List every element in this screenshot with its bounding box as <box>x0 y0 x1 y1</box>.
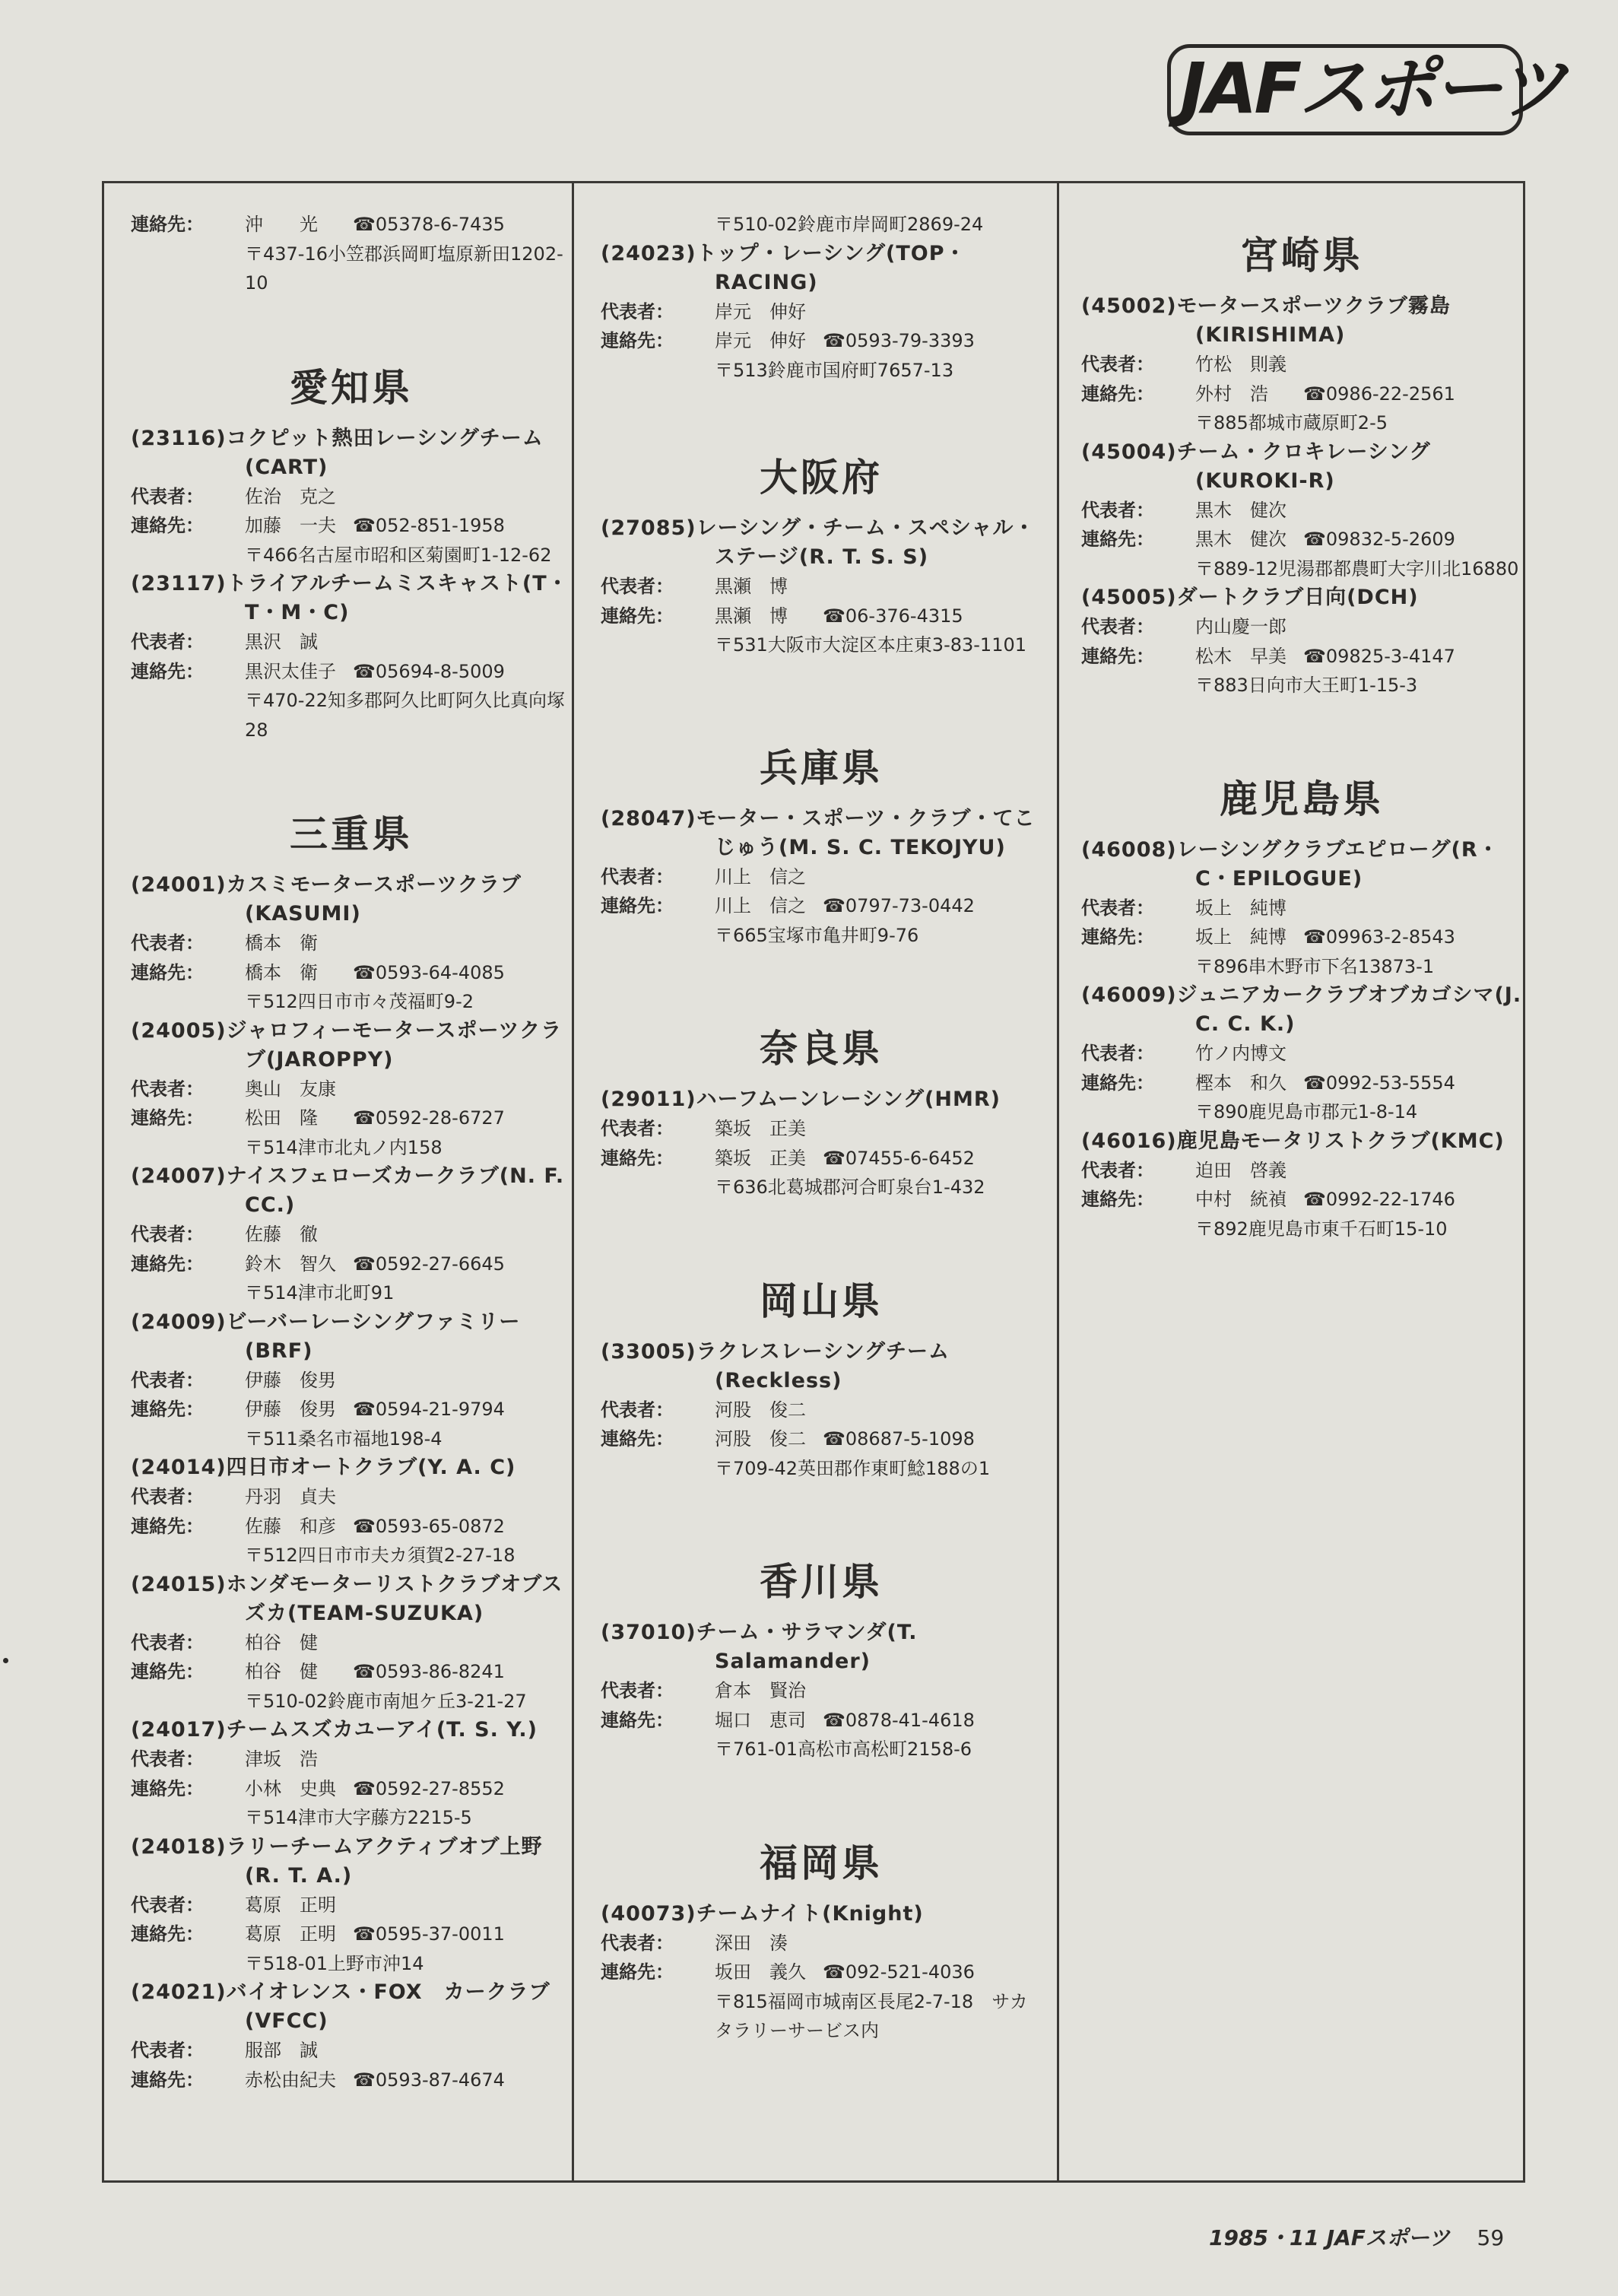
club-address: 〒512四日市市々茂福町9-2 <box>245 991 474 1012</box>
row-label: 連絡先： <box>131 1923 204 1945</box>
club-name: (46009)ジュニアカークラブオブカゴシマ(J. C. C. K.) <box>1081 983 1522 1036</box>
contact-row <box>1081 923 1522 952</box>
row-label: 代表者： <box>601 1932 674 1954</box>
club-name: (24018)ラリーチームアクティブオブ上野(R. T. A.) <box>131 1834 543 1888</box>
club-name: (45005)ダートクラブ日向(DCH) <box>1081 586 1419 609</box>
club-address: 〒890鹿児島市郡元1-8-14 <box>1195 1101 1418 1123</box>
representative-row <box>131 1745 572 1774</box>
row-label: 連絡先： <box>131 1661 204 1682</box>
row-label: 代表者： <box>601 1680 674 1701</box>
club-address: 〒470-22知多郡阿久比町阿久比真向塚 <box>245 690 566 711</box>
club-name: (24015)ホンダモーターリストクラブオブスズカ(TEAM-SUZUKA) <box>131 1572 563 1625</box>
person-name: 河股 俊二 <box>715 1428 806 1450</box>
club-address: 〒437-16小笠郡浜岡町塩原新田1202- <box>245 243 563 265</box>
person-name: 岸元 伸好 <box>715 300 806 322</box>
person-name: 迫田 啓義 <box>1195 1159 1286 1181</box>
contact-row <box>601 326 1042 356</box>
contact-row <box>131 210 572 240</box>
row-label: 代表者： <box>1081 354 1154 375</box>
page-number: 59 <box>1477 2225 1505 2250</box>
club-address: 〒513鈴鹿市国府町7657-13 <box>715 359 954 381</box>
contact-row <box>1081 1069 1522 1098</box>
person-name: 河股 俊二 <box>715 1399 806 1421</box>
person-name: 築坂 正美 <box>715 1118 806 1139</box>
club-address: 〒896串木野市下名13873-1 <box>1195 955 1435 977</box>
row-label: 連絡先： <box>1081 645 1154 667</box>
person-name: 佐藤 徹 <box>245 1224 318 1245</box>
representative-row <box>601 297 1042 327</box>
representative-row <box>601 1396 1042 1425</box>
club-name: (23116)コクピット熱田レーシングチーム(CART) <box>131 426 544 479</box>
club-address: 〒883日向市大王町1-15-3 <box>1195 675 1418 696</box>
phone-number: ☎0992-53-5554 <box>1303 1072 1455 1094</box>
contact-row <box>601 1706 1042 1735</box>
row-label: 代表者： <box>131 485 204 507</box>
prefecture-heading: 香川県 <box>760 1560 883 1604</box>
person-name: 樫本 和久 <box>1195 1072 1286 1094</box>
prefecture-heading: 宮崎県 <box>1240 233 1363 278</box>
club-name: (23117)トライアルチームミスキャスト(T・T・M・C) <box>131 572 569 624</box>
club-name: (24001)カスミモータースポーツクラブ(KASUMI) <box>131 873 522 926</box>
person-name: 黒沢 誠 <box>245 631 318 653</box>
person-name: 葛原 正明 <box>245 1923 336 1945</box>
club-name: (37010)チーム・サラマンダ(T. Salamander) <box>601 1621 918 1673</box>
phone-number: ☎0592-27-8552 <box>353 1777 505 1799</box>
club-address: 〒815福岡市城南区長尾2-7-18 サカ <box>715 1990 1028 2012</box>
representative-row <box>1081 1156 1522 1186</box>
row-label: 連絡先： <box>131 1515 204 1537</box>
club-name: (24017)チームスズカユーアイ(T. S. Y.) <box>131 1718 538 1742</box>
row-label: 代表者： <box>131 2040 204 2061</box>
person-name: 竹ノ内博文 <box>1195 1043 1286 1064</box>
row-label: 連絡先： <box>601 895 674 916</box>
person-name: 竹松 則義 <box>1195 354 1286 375</box>
row-label: 代表者： <box>131 1486 204 1507</box>
phone-number: ☎0592-28-6727 <box>353 1107 505 1129</box>
person-name: 伊藤 俊男 <box>245 1399 336 1420</box>
row-label: 代表者： <box>1081 1159 1154 1181</box>
person-name: 柏谷 健 <box>245 1631 318 1653</box>
person-name: 川上 信之 <box>715 895 806 916</box>
club-name: (45004)チーム・クロキレーシング(KUROKI-R) <box>1081 440 1431 493</box>
phone-number: ☎09825-3-4147 <box>1303 645 1455 667</box>
representative-row <box>131 1482 572 1512</box>
row-label: 代表者： <box>601 576 674 597</box>
representative-row <box>131 482 572 512</box>
column-divider <box>1057 181 1059 2183</box>
contact-row <box>131 1774 572 1804</box>
prefecture-heading: 奈良県 <box>760 1027 883 1071</box>
person-name: 沖 光 <box>245 214 318 235</box>
club-address: 10 <box>245 272 268 294</box>
contact-row <box>601 891 1042 921</box>
person-name: 倉本 賢治 <box>715 1680 806 1701</box>
prefecture-heading: 愛知県 <box>290 365 413 410</box>
club-name: (24014)四日市オートクラブ(Y. A. C) <box>131 1456 516 1479</box>
prefecture-heading: 兵庫県 <box>760 745 883 790</box>
representative-row <box>601 572 1042 602</box>
page-footer <box>1209 2221 1504 2252</box>
prefecture-heading: 大阪府 <box>760 456 883 500</box>
row-label: 連絡先： <box>1081 383 1154 405</box>
person-name: 丹羽 貞夫 <box>245 1486 336 1507</box>
contact-row <box>131 1512 572 1542</box>
representative-row <box>1081 612 1522 642</box>
row-label: 連絡先： <box>601 1709 674 1731</box>
row-label: 代表者： <box>1081 1043 1154 1064</box>
phone-number: ☎0593-65-0872 <box>353 1515 505 1537</box>
logo-text: JAFスポーツ <box>1180 48 1564 129</box>
person-name: 小林 史典 <box>245 1777 336 1799</box>
person-name: 岸元 伸好 <box>715 330 806 351</box>
row-label: 連絡先： <box>1081 529 1154 550</box>
contact-row <box>1081 379 1522 409</box>
person-name: 中村 統禎 <box>1195 1189 1286 1210</box>
row-label: 連絡先： <box>131 660 204 682</box>
club-address: 〒892鹿児島市東千石町15-10 <box>1195 1218 1448 1240</box>
representative-row <box>131 1220 572 1250</box>
prefecture-heading: 三重県 <box>290 812 413 856</box>
phone-number: ☎0878-41-4618 <box>823 1709 975 1731</box>
club-name: (29011)ハーフムーンレーシング(HMR) <box>601 1088 1001 1111</box>
row-label: 代表者： <box>131 1894 204 1916</box>
row-label: 代表者： <box>1081 897 1154 919</box>
phone-number: ☎09963-2-8543 <box>1303 926 1455 948</box>
club-name: (27085)レーシング・チーム・スペシャル・ステージ(R. T. S. S) <box>601 516 1036 569</box>
person-name: 伊藤 俊男 <box>245 1369 336 1391</box>
column-divider <box>572 181 574 2183</box>
representative-row <box>131 1891 572 1920</box>
contact-row <box>1081 1185 1522 1215</box>
phone-number: ☎0986-22-2561 <box>1303 383 1455 405</box>
row-label: 連絡先： <box>601 605 674 627</box>
representative-row <box>601 862 1042 892</box>
contact-row <box>1081 642 1522 672</box>
contact-row <box>131 1920 572 1949</box>
row-label: 代表者： <box>131 932 204 954</box>
row-label: 代表者： <box>1081 616 1154 637</box>
representative-row <box>1081 350 1522 379</box>
magazine-logo <box>1167 44 1564 135</box>
person-name: 鈴木 智久 <box>245 1253 336 1275</box>
club-name: (33005)ラクレスレーシングチーム(Reckless) <box>601 1339 950 1393</box>
column-2 <box>601 210 1042 2046</box>
person-name: 佐治 克之 <box>245 485 336 507</box>
person-name: 深田 湊 <box>715 1932 788 1954</box>
person-name: 橋本 衛 <box>245 961 318 983</box>
club-name: (24021)バイオレンス・FOX カークラブ(VFCC) <box>131 1980 550 2033</box>
phone-number: ☎0594-21-9794 <box>353 1399 505 1420</box>
contact-row <box>131 2066 572 2095</box>
contact-row <box>131 657 572 687</box>
row-label: 連絡先： <box>1081 1072 1154 1094</box>
person-name: 奥山 友康 <box>245 1078 336 1100</box>
phone-number: ☎0592-27-6645 <box>353 1253 505 1275</box>
phone-number: ☎06-376-4315 <box>823 605 963 627</box>
row-label: 連絡先： <box>601 330 674 351</box>
representative-row <box>1081 894 1522 923</box>
row-label: 代表者： <box>601 300 674 322</box>
club-address: タラリーサービス内 <box>715 2020 879 2041</box>
representative-row <box>131 2036 572 2066</box>
club-name: (46008)レーシングクラブエピローグ(R・C・EPILOGUE) <box>1081 837 1499 891</box>
row-label: 代表者： <box>131 1631 204 1653</box>
row-label: 連絡先： <box>131 1777 204 1799</box>
contact-row <box>131 1395 572 1424</box>
phone-number: ☎08687-5-1098 <box>823 1428 975 1450</box>
person-name: 加藤 一夫 <box>245 515 336 536</box>
contact-row <box>131 1104 572 1133</box>
person-name: 黒木 健次 <box>1195 529 1286 550</box>
margin-dot <box>3 1658 8 1663</box>
row-label: 代表者： <box>601 1399 674 1421</box>
club-address: 〒885都城市蔵原町2-5 <box>1195 412 1388 433</box>
club-address: 〒665宝塚市亀井町9-76 <box>715 924 919 946</box>
row-label: 連絡先： <box>131 2069 204 2091</box>
person-name: 坂上 純博 <box>1195 897 1286 919</box>
person-name: 松田 隆 <box>245 1107 318 1129</box>
club-name: (24009)ビーバーレーシングファミリー(BRF) <box>131 1310 521 1363</box>
contact-row <box>131 1250 572 1279</box>
person-name: 黒瀬 博 <box>715 605 788 627</box>
contact-row <box>131 958 572 988</box>
row-label: 連絡先： <box>131 1399 204 1420</box>
row-label: 連絡先： <box>131 1107 204 1129</box>
representative-row <box>131 1366 572 1396</box>
row-label: 代表者： <box>601 1118 674 1139</box>
club-name: (24023)トップ・レーシング(TOP・RACING) <box>601 241 966 294</box>
representative-row <box>601 1929 1042 1958</box>
club-address: 〒510-02鈴鹿市南旭ケ丘3-21-27 <box>245 1690 527 1712</box>
row-label: 代表者： <box>131 1369 204 1391</box>
representative-row <box>601 1114 1042 1144</box>
phone-number: ☎05378-6-7435 <box>353 214 505 235</box>
person-name: 津坂 浩 <box>245 1748 318 1770</box>
club-name: (24005)ジャロフィーモータースポーツクラブ(JAROPPY) <box>131 1018 563 1072</box>
club-name: (24007)ナイスフェローズカークラブ(N. F. CC.) <box>131 1164 565 1217</box>
person-name: 内山慶一郎 <box>1195 616 1286 637</box>
person-name: 柏谷 健 <box>245 1661 318 1682</box>
club-address: 〒531大阪市大淀区本庄東3-83-1101 <box>715 634 1027 656</box>
prefecture-heading: 鹿児島県 <box>1220 776 1384 821</box>
club-address: 〒514津市北丸ノ内158 <box>245 1136 443 1158</box>
person-name: 築坂 正美 <box>715 1147 806 1169</box>
person-name: 佐藤 和彦 <box>245 1515 336 1537</box>
contact-row <box>601 1958 1042 1987</box>
person-name: 堀口 恵司 <box>715 1709 806 1731</box>
person-name: 服部 誠 <box>245 2040 318 2061</box>
representative-row <box>131 1075 572 1104</box>
column-1 <box>131 210 572 2094</box>
club-address: 〒709-42英田郡作東町鯰188の1 <box>715 1457 991 1479</box>
club-name: (46016)鹿児島モータリストクラブ(KMC) <box>1081 1129 1505 1153</box>
row-label: 連絡先： <box>601 1147 674 1169</box>
row-label: 代表者： <box>1081 499 1154 521</box>
person-name: 橋本 衛 <box>245 932 318 954</box>
contact-row <box>131 511 572 541</box>
row-label: 連絡先： <box>601 1428 674 1450</box>
representative-row <box>131 627 572 657</box>
column-3 <box>1081 210 1522 1243</box>
person-name: 川上 信之 <box>715 865 806 888</box>
phone-number: ☎0797-73-0442 <box>823 895 975 916</box>
row-label: 連絡先： <box>131 214 204 235</box>
contact-row <box>601 1144 1042 1173</box>
row-label: 代表者： <box>131 631 204 653</box>
phone-number: ☎0593-79-3393 <box>823 330 975 351</box>
phone-number: ☎092-521-4036 <box>823 1961 975 1983</box>
club-name: (28047)モーター・スポーツ・クラブ・てこじゅう(M. S. C. TEKOJYU) <box>601 806 1036 859</box>
prefecture-heading: 福岡県 <box>760 1840 883 1885</box>
row-label: 代表者： <box>601 865 674 888</box>
prefecture-heading: 岡山県 <box>760 1278 883 1323</box>
club-address: 〒512四日市市夫カ須賀2-27-18 <box>245 1545 516 1566</box>
club-address: 〒514津市大字藤方2215-5 <box>245 1807 472 1828</box>
representative-row <box>131 929 572 958</box>
footer-issue: 1985・11 <box>1209 2225 1319 2250</box>
phone-number: ☎0595-37-0011 <box>353 1923 505 1945</box>
contact-row <box>131 1657 572 1687</box>
representative-row <box>601 1676 1042 1706</box>
club-address: 〒510-02鈴鹿市岸岡町2869-24 <box>715 214 984 235</box>
club-address: 〒511桑名市福地198-4 <box>245 1427 443 1450</box>
contact-row <box>601 602 1042 631</box>
person-name: 黒瀬 博 <box>715 576 788 597</box>
person-name: 黒沢太佳子 <box>245 660 336 682</box>
club-address: 〒518-01上野市沖14 <box>245 1952 424 1974</box>
club-address: 〒761-01高松市高松町2158-6 <box>715 1739 972 1760</box>
phone-number: ☎0992-22-1746 <box>1303 1189 1455 1210</box>
row-label: 連絡先： <box>1081 1189 1154 1210</box>
row-label: 代表者： <box>131 1078 204 1100</box>
row-label: 連絡先： <box>1081 926 1154 948</box>
club-address: 〒636北葛城郡河合町泉台1-432 <box>715 1177 985 1198</box>
club-name: (45002)モータースポーツクラブ霧島(KIRISHIMA) <box>1081 294 1451 347</box>
row-label: 連絡先： <box>131 961 204 983</box>
phone-number: ☎052-851-1958 <box>353 515 505 536</box>
phone-number: ☎09832-5-2609 <box>1303 529 1455 550</box>
club-address: 〒889-12児湯郡都農町大字川北16880 <box>1195 557 1519 580</box>
representative-row <box>131 1628 572 1658</box>
club-name: (40073)チームナイト(Knight) <box>601 1901 924 1926</box>
club-address: 28 <box>245 719 268 741</box>
person-name: 坂田 義久 <box>715 1961 806 1983</box>
contact-row <box>1081 525 1522 554</box>
club-address: 〒466名古屋市昭和区菊園町1-12-62 <box>245 544 552 566</box>
person-name: 黒木 健次 <box>1195 499 1286 521</box>
row-label: 連絡先： <box>601 1961 674 1983</box>
person-name: 赤松由紀夫 <box>245 2069 336 2091</box>
person-name: 葛原 正明 <box>245 1894 336 1916</box>
phone-number: ☎0593-87-4674 <box>353 2069 505 2091</box>
person-name: 坂上 純博 <box>1195 926 1286 948</box>
representative-row <box>1081 1039 1522 1069</box>
row-label: 代表者： <box>131 1748 204 1770</box>
row-label: 連絡先： <box>131 515 204 536</box>
contact-row <box>601 1424 1042 1454</box>
phone-number: ☎0593-86-8241 <box>353 1661 505 1682</box>
person-name: 松木 早美 <box>1195 645 1286 667</box>
footer-magazine: JAFスポーツ <box>1326 2225 1450 2250</box>
representative-row <box>1081 496 1522 526</box>
club-address: 〒514津市北町91 <box>245 1282 395 1304</box>
phone-number: ☎05694-8-5009 <box>353 660 505 682</box>
row-label: 代表者： <box>131 1224 204 1245</box>
phone-number: ☎07455-6-6452 <box>823 1147 975 1169</box>
person-name: 外村 浩 <box>1195 383 1268 405</box>
row-label: 連絡先： <box>131 1253 204 1275</box>
phone-number: ☎0593-64-4085 <box>353 961 505 983</box>
